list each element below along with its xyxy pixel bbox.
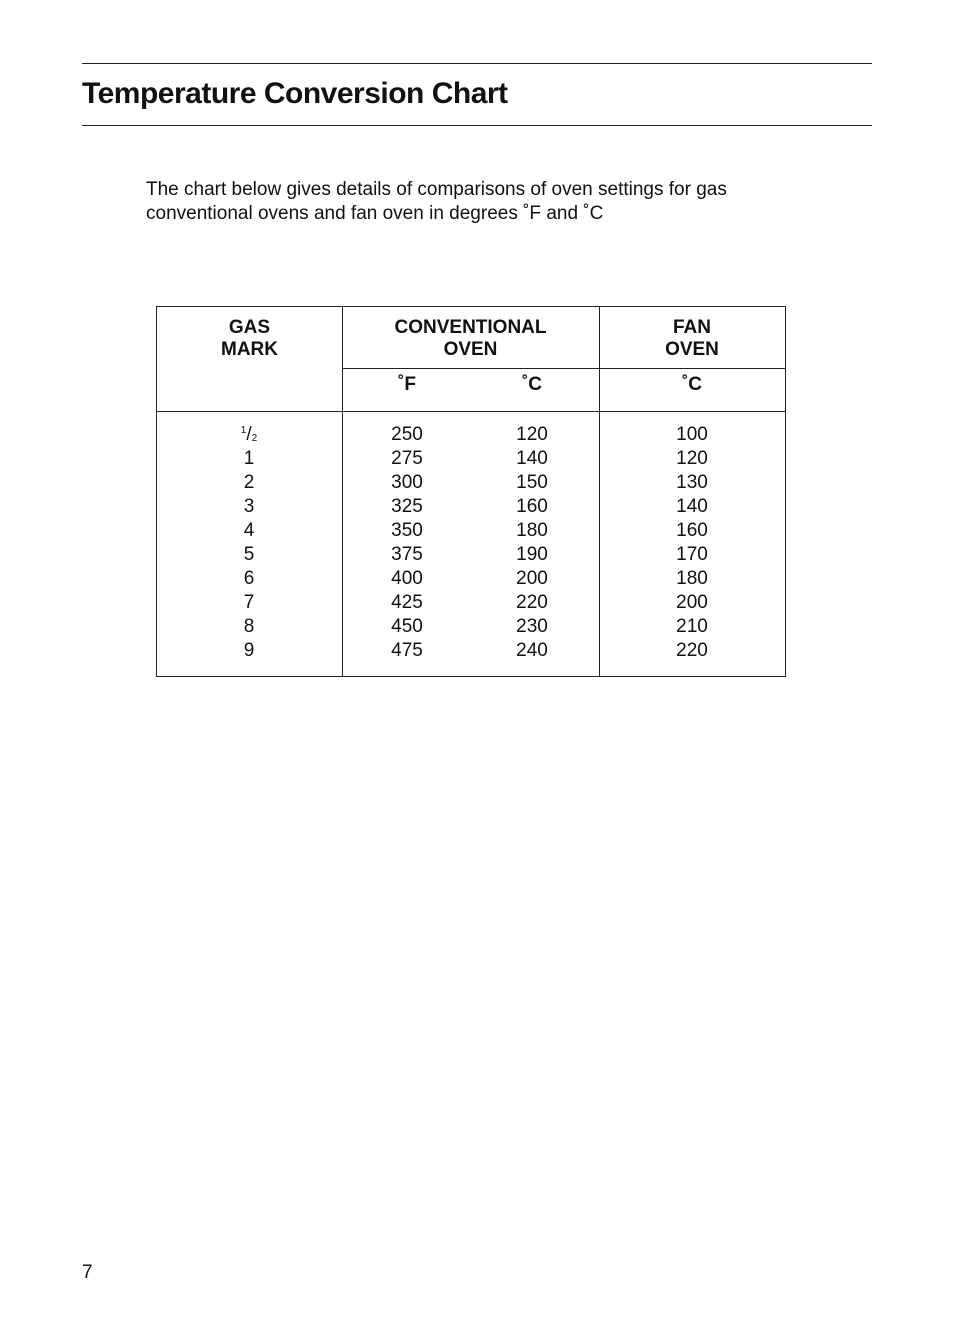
conventional-celsius-cell: 160: [516, 496, 548, 517]
fahrenheit-cell: 450: [391, 616, 423, 637]
gas-mark-cell: 2: [243, 472, 255, 493]
conventional-celsius-cell: 230: [516, 616, 548, 637]
column-divider: [342, 307, 343, 676]
conventional-oven-header: [342, 317, 599, 361]
intro-line: conventional ovens and fan oven in degrees ˚F and ˚C: [146, 203, 604, 224]
conventional-celsius-cell: 150: [516, 472, 548, 493]
conventional-celsius-column: [492, 423, 572, 663]
fan-celsius-cell: 200: [676, 592, 708, 613]
conventional-celsius-cell: 190: [516, 544, 548, 565]
temperature-conversion-table: [156, 306, 786, 677]
fahrenheit-cell: 300: [391, 472, 423, 493]
gas-mark-cell: 5: [243, 544, 255, 565]
fraction-numerator: 1: [240, 425, 247, 436]
fan-celsius-cell: 170: [676, 544, 708, 565]
fan-celsius-unit: ˚C: [681, 374, 703, 395]
gas-mark-cell: 1: [243, 448, 255, 469]
fan-celsius-cell: 180: [676, 568, 708, 589]
conventional-celsius-cell: 240: [516, 640, 548, 661]
gas-mark-cell: [209, 423, 289, 447]
conventional-celsius-unit: ˚C: [521, 374, 543, 395]
intro-line: The chart below gives details of comparisons of oven settings for gas: [146, 179, 727, 200]
gas-mark-cell: 4: [243, 520, 255, 541]
page-title: Temperature Conversion Chart: [82, 77, 508, 110]
gas-mark-column: [209, 423, 289, 663]
fahrenheit-cell: 425: [391, 592, 423, 613]
subheader-divider: [342, 368, 785, 369]
fan-oven-header: [599, 317, 785, 361]
header-line: FAN: [673, 317, 711, 338]
conventional-celsius-cell: 140: [516, 448, 548, 469]
gas-mark-cell: 9: [243, 640, 255, 661]
fan-celsius-cell: 140: [676, 496, 708, 517]
gas-mark-cell: 8: [243, 616, 255, 637]
fahrenheit-cell: 375: [391, 544, 423, 565]
conventional-fahrenheit-unit: ˚F: [398, 374, 416, 395]
half-fraction: [241, 424, 257, 445]
fahrenheit-cell: 350: [391, 520, 423, 541]
conventional-fahrenheit-column: [367, 423, 447, 663]
fan-celsius-cell: 220: [676, 640, 708, 661]
fahrenheit-cell: 250: [391, 424, 423, 445]
top-rule: [82, 63, 872, 64]
header-line: GAS: [228, 317, 271, 338]
fan-celsius-cell: 210: [676, 616, 708, 637]
conventional-celsius-cell: 200: [516, 568, 548, 589]
header-line: CONVENTIONAL: [394, 317, 547, 338]
fan-celsius-cell: 120: [676, 448, 708, 469]
gas-mark-cell: 6: [243, 568, 255, 589]
fahrenheit-cell: 275: [391, 448, 423, 469]
intro-paragraph: [146, 178, 806, 226]
fraction-denominator: 2: [251, 433, 258, 444]
fan-celsius-cell: 160: [676, 520, 708, 541]
conventional-celsius-cell: 180: [516, 520, 548, 541]
header-divider: [157, 411, 785, 412]
column-divider: [599, 307, 600, 676]
gas-mark-cell: 3: [243, 496, 255, 517]
header-line: OVEN: [665, 339, 719, 360]
fraction-slash: /: [246, 424, 252, 445]
fan-celsius-cell: 130: [676, 472, 708, 493]
header-line: MARK: [221, 339, 278, 360]
gas-mark-cell: 7: [243, 592, 255, 613]
fahrenheit-cell: 400: [391, 568, 423, 589]
gas-mark-header: [157, 317, 342, 361]
fan-celsius-column: [652, 423, 732, 663]
fahrenheit-cell: 475: [391, 640, 423, 661]
title-underline-rule: [82, 125, 872, 126]
fahrenheit-cell: 325: [391, 496, 423, 517]
fan-celsius-cell: 100: [676, 424, 708, 445]
conventional-celsius-cell: 120: [516, 424, 548, 445]
page-number: 7: [82, 1262, 93, 1283]
conventional-celsius-cell: 220: [516, 592, 548, 613]
header-line: OVEN: [443, 339, 498, 360]
